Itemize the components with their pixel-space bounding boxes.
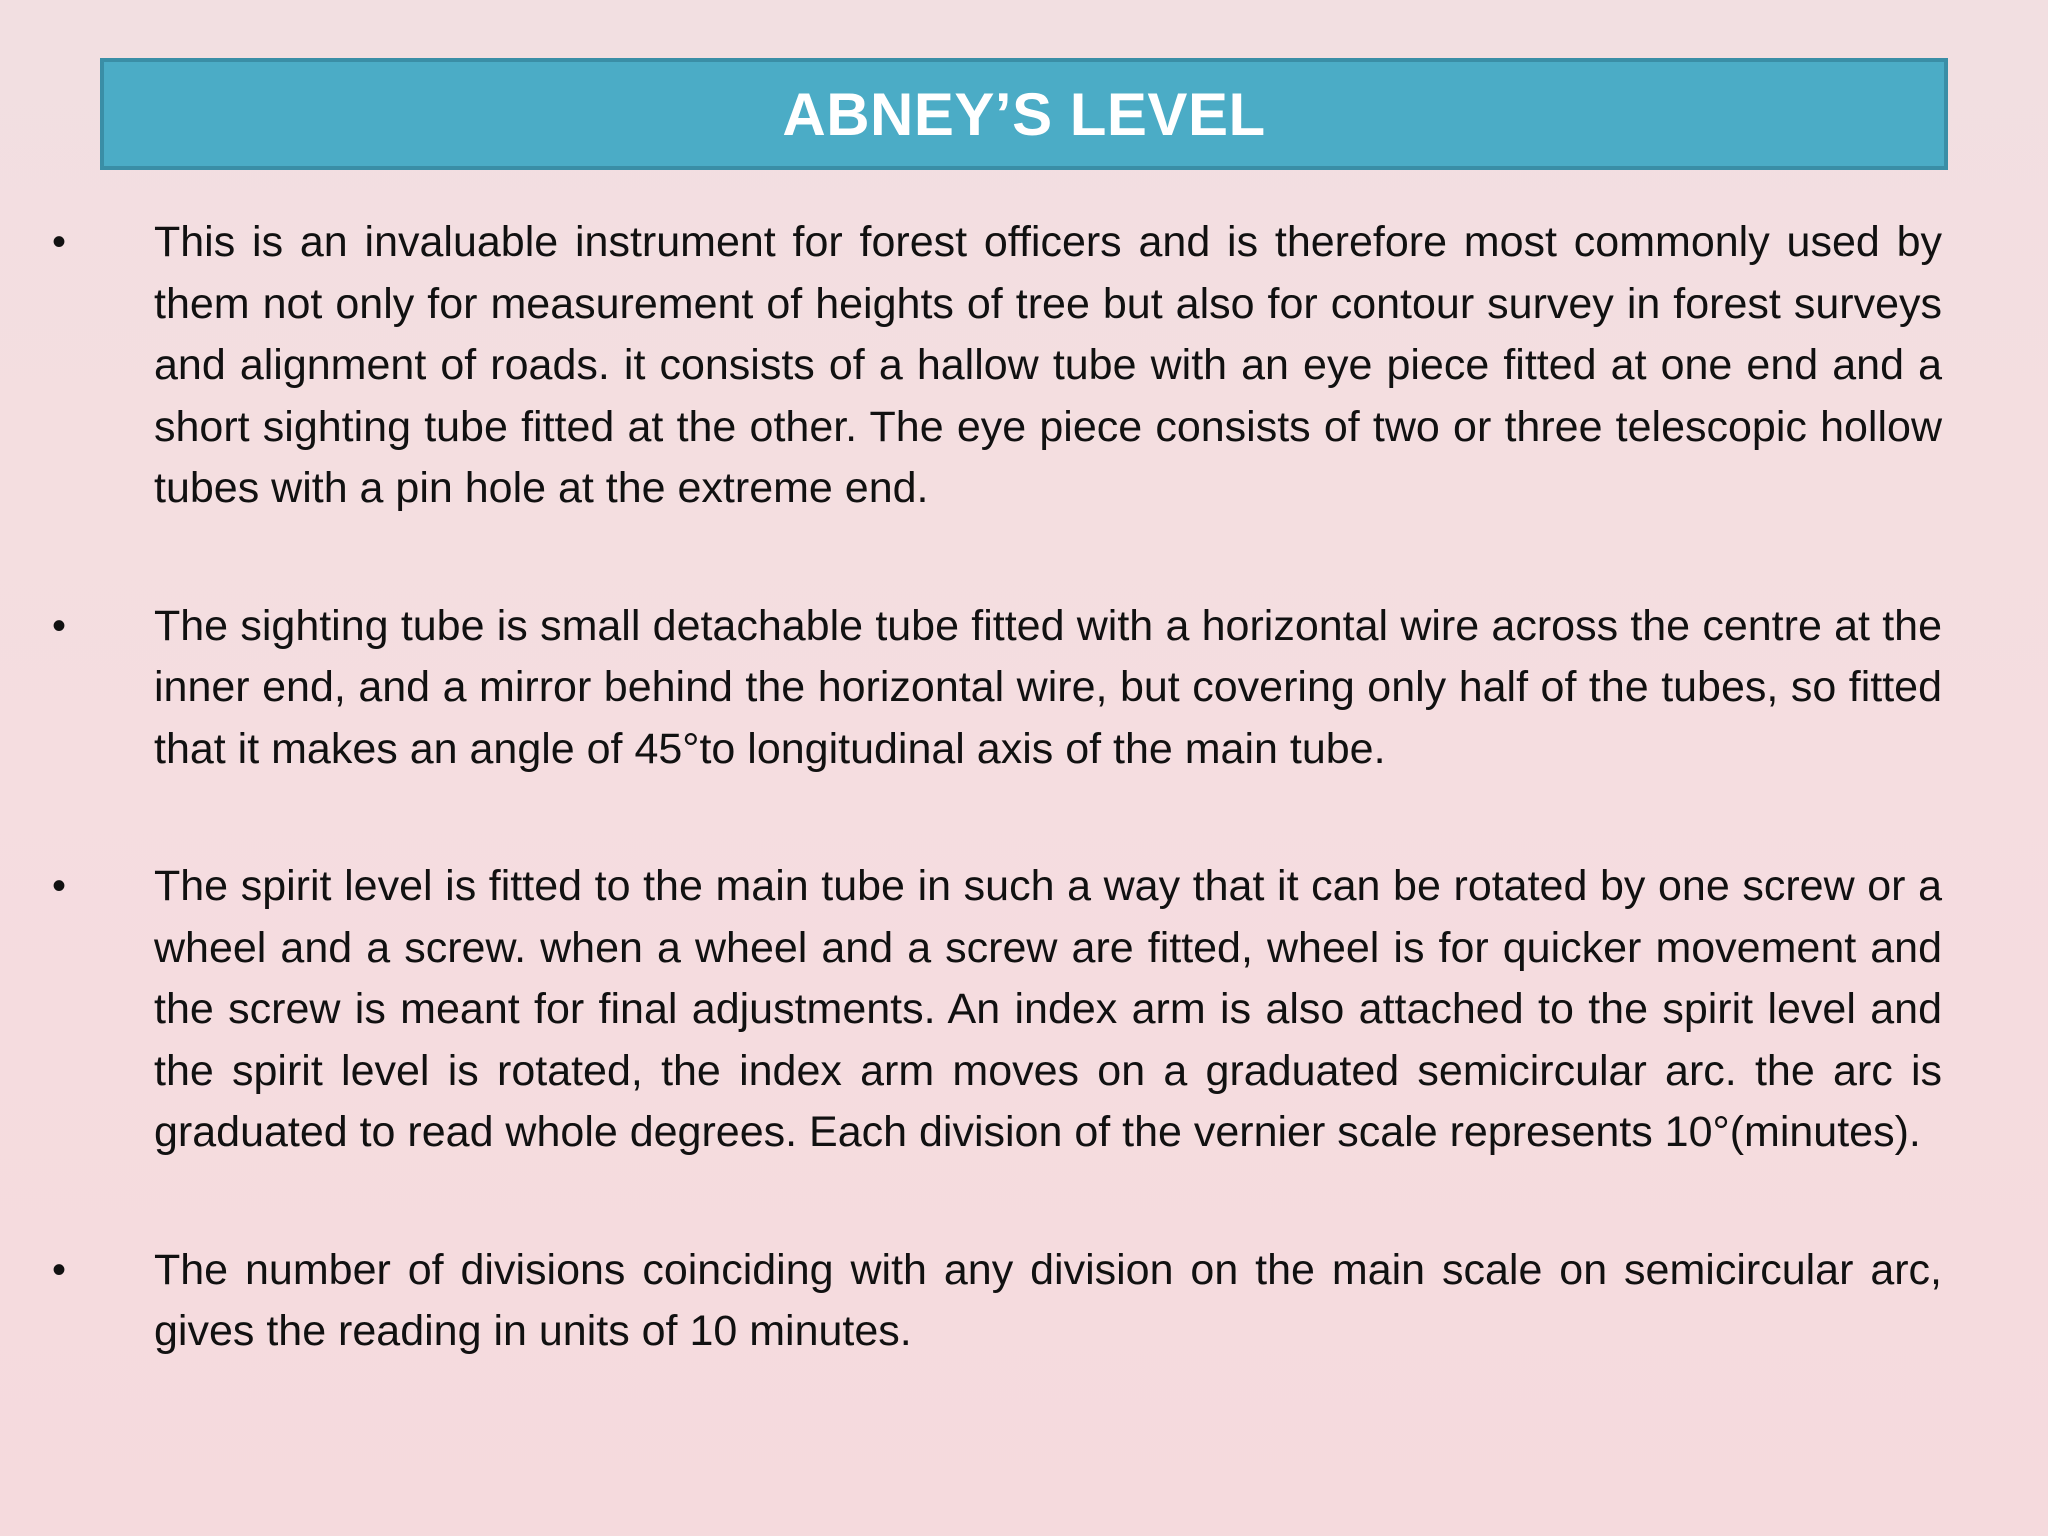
bullet-list bbox=[52, 212, 1942, 1363]
bullet-text: This is an invaluable instrument for forest officers and is therefore most commonly used by them not only for measurement of heights of tree but also for contour survey in forest surveys and alignment of roads. it consists of a hallow tube with an eye piece fitted at one end and a short sighting tube fitted at the other. The eye piece consists of two or three telescopic hollow tubes with a pin hole at the extreme end. bbox=[154, 218, 1942, 512]
bullet-text: The spirit level is fitted to the main tube in such a way that it can be rotated by one screw or a wheel and a screw. when a wheel and a screw are fitted, wheel is for quicker movement and the screw is meant for final adjustments. An index arm is also attached to the spirit level and the spirit level is rotated, the index arm moves on a graduated semicircular arc. the arc is graduated to read whole degrees. Each division of the vernier scale represents 10°(minutes). bbox=[154, 862, 1942, 1156]
bullet-item bbox=[52, 1240, 1942, 1363]
bullet-icon: • bbox=[52, 603, 67, 648]
bullet-icon: • bbox=[52, 220, 67, 264]
bullet-icon: • bbox=[52, 864, 67, 908]
bullet-item bbox=[52, 596, 1942, 781]
bullet-icon: • bbox=[52, 1247, 67, 1292]
bullet-text: The sighting tube is small detachable tube fitted with a horizontal wire across the centre at the inner end, and a mirror behind the horizontal wire, but covering only half of the tubes, so fitted that it makes an angle of 45°to longitudinal axis of the main tube. bbox=[154, 601, 1942, 773]
bullet-item bbox=[52, 212, 1942, 520]
bullet-text: The number of divisions coinciding with any division on the main scale on semicircular arc, gives the reading in units of 10 minutes. bbox=[154, 1245, 1942, 1355]
bullet-item bbox=[52, 856, 1942, 1164]
slide-title: ABNEY’S LEVEL bbox=[782, 80, 1266, 148]
title-bar bbox=[100, 58, 1948, 170]
